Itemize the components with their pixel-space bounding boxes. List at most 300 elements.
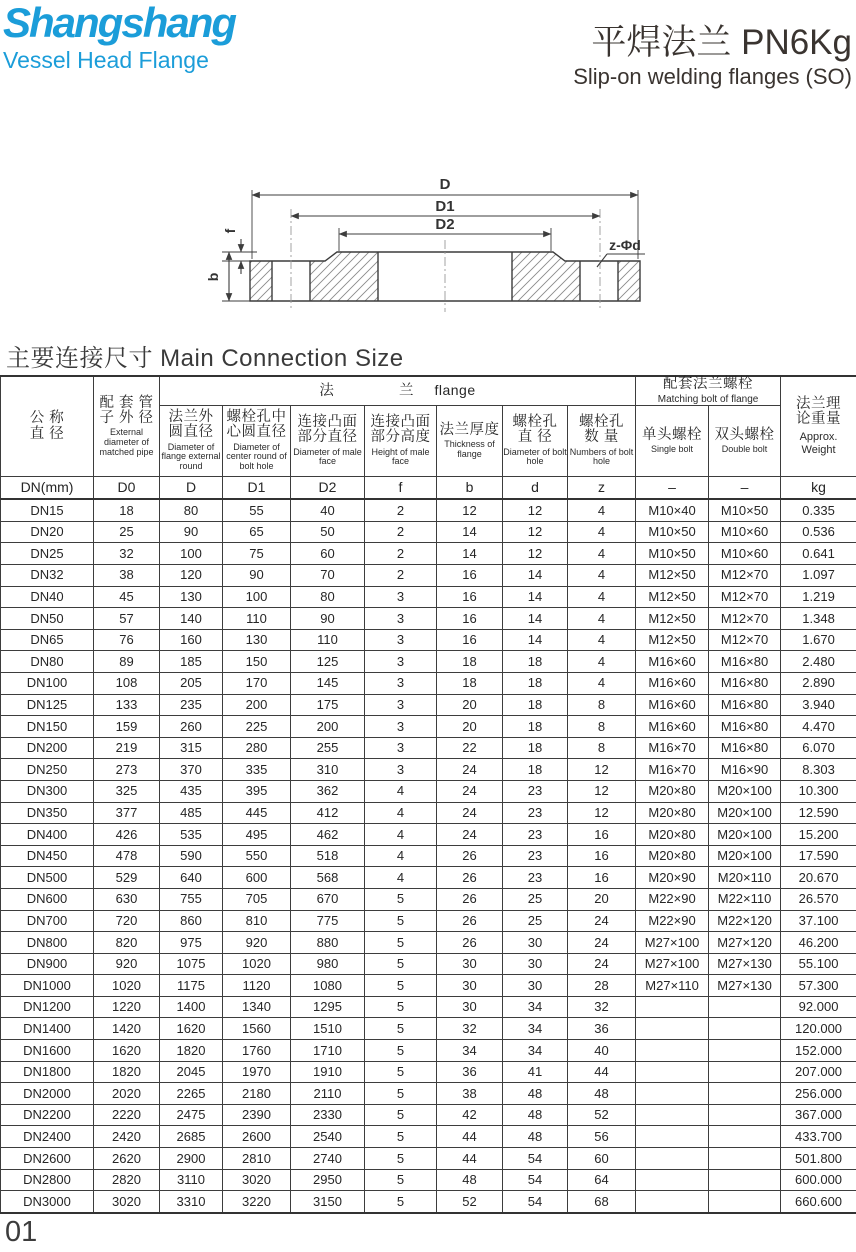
table-cell: 25 bbox=[503, 910, 568, 932]
header-flange-group: 法 兰 flange bbox=[160, 376, 636, 406]
table-cell: 4 bbox=[568, 521, 636, 543]
table-cell: DN32 bbox=[1, 565, 94, 587]
table-cell: 110 bbox=[291, 629, 365, 651]
table-row bbox=[1, 824, 856, 846]
table-cell: 30 bbox=[503, 975, 568, 997]
table-cell: 2265 bbox=[160, 1083, 223, 1105]
table-row bbox=[1, 737, 856, 759]
table-cell: 1075 bbox=[160, 953, 223, 975]
table-cell bbox=[709, 1169, 781, 1191]
table-cell: 1120 bbox=[223, 975, 291, 997]
table-cell: 145 bbox=[291, 672, 365, 694]
table-cell: 130 bbox=[223, 629, 291, 651]
table-row bbox=[1, 1083, 856, 1105]
table-cell: M16×80 bbox=[709, 672, 781, 694]
table-cell: 535 bbox=[160, 824, 223, 846]
table-cell: DN1000 bbox=[1, 975, 94, 997]
table-cell: 24 bbox=[437, 759, 503, 781]
table-cell: 16 bbox=[568, 867, 636, 889]
table-cell: 22 bbox=[437, 737, 503, 759]
table-cell: DN400 bbox=[1, 824, 94, 846]
table-cell: 133 bbox=[94, 694, 160, 716]
table-cell: 280 bbox=[223, 737, 291, 759]
table-cell: 14 bbox=[437, 543, 503, 565]
table-cell: M20×80 bbox=[636, 802, 709, 824]
table-cell: 54 bbox=[503, 1148, 568, 1170]
logo bbox=[3, 2, 323, 72]
header-subcolumn: 连接凸面 部分直径 Diameter of male face bbox=[291, 406, 365, 477]
table-cell: M20×90 bbox=[636, 867, 709, 889]
table-cell: 433.700 bbox=[781, 1126, 856, 1148]
header-subcolumn: 法兰厚度 Thickness of flange bbox=[437, 406, 503, 477]
table-cell: 3110 bbox=[160, 1169, 223, 1191]
table-cell: M27×120 bbox=[709, 932, 781, 954]
table-cell bbox=[636, 1169, 709, 1191]
table-cell: 130 bbox=[160, 586, 223, 608]
table-cell bbox=[709, 1126, 781, 1148]
table-cell: 56 bbox=[568, 1126, 636, 1148]
table-cell: 18 bbox=[437, 672, 503, 694]
table-cell: DN20 bbox=[1, 521, 94, 543]
table-cell: 5 bbox=[365, 1148, 437, 1170]
table-cell: 26 bbox=[437, 910, 503, 932]
table-cell: 54 bbox=[503, 1191, 568, 1213]
table-row bbox=[1, 608, 856, 630]
symbol-cell: kg bbox=[781, 477, 856, 500]
table-cell: 30 bbox=[503, 953, 568, 975]
table-cell: 40 bbox=[568, 1040, 636, 1062]
table-cell: M16×60 bbox=[636, 694, 709, 716]
table-cell: 640 bbox=[160, 867, 223, 889]
header-approx-weight: 法兰理 论重量 Approx. Weight bbox=[781, 376, 856, 477]
table-cell: 26 bbox=[437, 845, 503, 867]
table-row bbox=[1, 802, 856, 824]
table-row bbox=[1, 1148, 856, 1170]
table-cell: 5 bbox=[365, 910, 437, 932]
table-cell: 20 bbox=[568, 888, 636, 910]
table-cell: 478 bbox=[94, 845, 160, 867]
table-cell: 100 bbox=[223, 586, 291, 608]
symbol-cell: D1 bbox=[223, 477, 291, 500]
table-cell: DN2600 bbox=[1, 1148, 94, 1170]
table-cell: DN15 bbox=[1, 499, 94, 521]
table-cell: 60 bbox=[568, 1148, 636, 1170]
table-cell: 3 bbox=[365, 651, 437, 673]
table-cell: 8 bbox=[568, 716, 636, 738]
table-cell: 1710 bbox=[291, 1040, 365, 1062]
table-cell: 255 bbox=[291, 737, 365, 759]
header-matched-pipe-od: 配 套 管 子 外 径 External diameter of matched pipe bbox=[94, 376, 160, 477]
table-cell: 335 bbox=[223, 759, 291, 781]
table-cell: 3.940 bbox=[781, 694, 856, 716]
table-cell: 90 bbox=[223, 565, 291, 587]
table-cell: 1820 bbox=[94, 1061, 160, 1083]
table-cell: M16×70 bbox=[636, 737, 709, 759]
table-cell: 12 bbox=[437, 499, 503, 521]
table-cell: 14 bbox=[437, 521, 503, 543]
table-cell: 50 bbox=[291, 521, 365, 543]
table-cell: 5 bbox=[365, 1126, 437, 1148]
table-cell: 720 bbox=[94, 910, 160, 932]
symbol-cell: z bbox=[568, 477, 636, 500]
table-cell: 2390 bbox=[223, 1104, 291, 1126]
table-cell: 1175 bbox=[160, 975, 223, 997]
table-cell: DN2000 bbox=[1, 1083, 94, 1105]
table-cell: M16×80 bbox=[709, 716, 781, 738]
table-cell: DN200 bbox=[1, 737, 94, 759]
symbol-cell: D bbox=[160, 477, 223, 500]
table-cell: 38 bbox=[94, 565, 160, 587]
table-cell: 17.590 bbox=[781, 845, 856, 867]
table-row bbox=[1, 1104, 856, 1126]
table-cell: 501.800 bbox=[781, 1148, 856, 1170]
table-cell: 30 bbox=[437, 975, 503, 997]
header-subcolumn: 螺栓孔 数 量 Numbers of bolt hole bbox=[568, 406, 636, 477]
table-cell: 435 bbox=[160, 780, 223, 802]
table-cell: M12×50 bbox=[636, 608, 709, 630]
table-cell: DN65 bbox=[1, 629, 94, 651]
table-cell: DN800 bbox=[1, 932, 94, 954]
table-cell: 185 bbox=[160, 651, 223, 673]
table-cell: 5 bbox=[365, 1083, 437, 1105]
table-row bbox=[1, 910, 856, 932]
table-cell: 2475 bbox=[160, 1104, 223, 1126]
table-cell: 30 bbox=[437, 996, 503, 1018]
table-row bbox=[1, 888, 856, 910]
table-row bbox=[1, 543, 856, 565]
table-cell: 45 bbox=[94, 586, 160, 608]
table-cell bbox=[636, 1040, 709, 1062]
table-cell: 90 bbox=[291, 608, 365, 630]
table-cell: 518 bbox=[291, 845, 365, 867]
table-cell: 30 bbox=[437, 953, 503, 975]
table-cell: M10×40 bbox=[636, 499, 709, 521]
table-cell: 23 bbox=[503, 845, 568, 867]
table-cell: 426 bbox=[94, 824, 160, 846]
table-cell: 8.303 bbox=[781, 759, 856, 781]
table-cell: 54 bbox=[503, 1169, 568, 1191]
table-cell: 55.100 bbox=[781, 953, 856, 975]
table-cell: 24 bbox=[568, 910, 636, 932]
table-cell bbox=[636, 1018, 709, 1040]
table-cell: DN900 bbox=[1, 953, 94, 975]
table-cell: 18 bbox=[503, 759, 568, 781]
table-row bbox=[1, 521, 856, 543]
table-cell bbox=[636, 1191, 709, 1213]
table-cell: 705 bbox=[223, 888, 291, 910]
label-b: b bbox=[205, 272, 221, 282]
table-row bbox=[1, 780, 856, 802]
table-cell: 3 bbox=[365, 716, 437, 738]
table-cell: 12 bbox=[503, 499, 568, 521]
table-cell: 23 bbox=[503, 824, 568, 846]
spec-table-body bbox=[1, 499, 856, 1213]
logo-brand-text: Shangshang bbox=[3, 0, 236, 46]
table-cell: 34 bbox=[437, 1040, 503, 1062]
table-cell: 80 bbox=[160, 499, 223, 521]
table-cell: 4 bbox=[568, 651, 636, 673]
table-cell: 32 bbox=[94, 543, 160, 565]
table-cell: 16 bbox=[568, 845, 636, 867]
table-cell: M10×60 bbox=[709, 521, 781, 543]
table-cell: 1560 bbox=[223, 1018, 291, 1040]
table-cell: 140 bbox=[160, 608, 223, 630]
page-title-block bbox=[573, 24, 852, 91]
table-cell: M22×90 bbox=[636, 910, 709, 932]
table-cell: 18 bbox=[437, 651, 503, 673]
main-connection-size-table bbox=[0, 375, 856, 1214]
table-cell: M10×50 bbox=[636, 543, 709, 565]
table-cell: 1295 bbox=[291, 996, 365, 1018]
table-cell: 3220 bbox=[223, 1191, 291, 1213]
symbol-row bbox=[1, 477, 856, 500]
table-cell: 12 bbox=[503, 521, 568, 543]
table-cell: 20 bbox=[437, 716, 503, 738]
table-cell: 55 bbox=[223, 499, 291, 521]
table-cell: 445 bbox=[223, 802, 291, 824]
table-cell: 48 bbox=[503, 1104, 568, 1126]
table-cell: 48 bbox=[437, 1169, 503, 1191]
table-cell: 3150 bbox=[291, 1191, 365, 1213]
table-cell: DN125 bbox=[1, 694, 94, 716]
table-cell: 34 bbox=[503, 1040, 568, 1062]
table-cell: 12 bbox=[568, 802, 636, 824]
table-cell: 1760 bbox=[223, 1040, 291, 1062]
table-cell: 48 bbox=[503, 1126, 568, 1148]
table-row bbox=[1, 867, 856, 889]
table-cell: 16 bbox=[568, 824, 636, 846]
label-D: D bbox=[439, 176, 451, 193]
table-cell: M12×50 bbox=[636, 565, 709, 587]
table-cell: 630 bbox=[94, 888, 160, 910]
table-cell: 12.590 bbox=[781, 802, 856, 824]
table-cell: 2 bbox=[365, 543, 437, 565]
table-cell: 3 bbox=[365, 737, 437, 759]
header-subcolumn: 法兰外 圆直径 Diameter of flange external round bbox=[160, 406, 223, 477]
table-row bbox=[1, 996, 856, 1018]
table-cell: 24 bbox=[437, 780, 503, 802]
table-cell: DN250 bbox=[1, 759, 94, 781]
table-cell: 5 bbox=[365, 888, 437, 910]
table-cell: 80 bbox=[291, 586, 365, 608]
table-cell: 600.000 bbox=[781, 1169, 856, 1191]
table-row bbox=[1, 565, 856, 587]
table-cell bbox=[709, 1018, 781, 1040]
table-cell: 44 bbox=[568, 1061, 636, 1083]
table-cell: 4 bbox=[568, 499, 636, 521]
table-cell: 23 bbox=[503, 802, 568, 824]
table-cell: 395 bbox=[223, 780, 291, 802]
table-cell: 12 bbox=[503, 543, 568, 565]
table-cell: 2600 bbox=[223, 1126, 291, 1148]
table-cell: 980 bbox=[291, 953, 365, 975]
table-cell: M16×60 bbox=[636, 672, 709, 694]
table-cell: 1910 bbox=[291, 1061, 365, 1083]
table-cell bbox=[709, 1148, 781, 1170]
table-cell: 2685 bbox=[160, 1126, 223, 1148]
table-cell: 26.570 bbox=[781, 888, 856, 910]
table-cell: M16×60 bbox=[636, 651, 709, 673]
table-cell: 462 bbox=[291, 824, 365, 846]
table-cell: DN450 bbox=[1, 845, 94, 867]
table-cell: M12×50 bbox=[636, 586, 709, 608]
table-cell: 70 bbox=[291, 565, 365, 587]
table-cell: M16×60 bbox=[636, 716, 709, 738]
table-cell bbox=[636, 1104, 709, 1126]
table-cell: 207.000 bbox=[781, 1061, 856, 1083]
table-row bbox=[1, 845, 856, 867]
table-cell: 14 bbox=[503, 586, 568, 608]
table-cell: 1220 bbox=[94, 996, 160, 1018]
table-row bbox=[1, 953, 856, 975]
table-cell: 37.100 bbox=[781, 910, 856, 932]
table-cell: 16 bbox=[437, 586, 503, 608]
table-cell: 370 bbox=[160, 759, 223, 781]
table-cell: 48 bbox=[568, 1083, 636, 1105]
table-cell: 1620 bbox=[160, 1018, 223, 1040]
table-cell: DN1200 bbox=[1, 996, 94, 1018]
table-cell: 1.670 bbox=[781, 629, 856, 651]
table-cell: 160 bbox=[160, 629, 223, 651]
table-cell: 2 bbox=[365, 565, 437, 587]
symbol-cell: f bbox=[365, 477, 437, 500]
table-cell: 2.890 bbox=[781, 672, 856, 694]
table-cell: 225 bbox=[223, 716, 291, 738]
table-cell: 0.335 bbox=[781, 499, 856, 521]
table-cell: 89 bbox=[94, 651, 160, 673]
table-cell: 34 bbox=[503, 996, 568, 1018]
table-cell: 57 bbox=[94, 608, 160, 630]
table-cell: 24 bbox=[437, 824, 503, 846]
table-cell: 325 bbox=[94, 780, 160, 802]
header-subcolumn: 双头螺栓 Double bolt bbox=[709, 406, 781, 477]
table-cell: 120 bbox=[160, 565, 223, 587]
table-cell: 12 bbox=[568, 759, 636, 781]
table-row bbox=[1, 716, 856, 738]
table-cell: 76 bbox=[94, 629, 160, 651]
table-cell: M20×100 bbox=[709, 802, 781, 824]
table-cell: 5 bbox=[365, 1191, 437, 1213]
table-cell: 256.000 bbox=[781, 1083, 856, 1105]
table-cell: DN2200 bbox=[1, 1104, 94, 1126]
table-cell: M27×130 bbox=[709, 953, 781, 975]
table-cell: 975 bbox=[160, 932, 223, 954]
table-cell: 5 bbox=[365, 975, 437, 997]
table-cell: M22×90 bbox=[636, 888, 709, 910]
table-cell: 170 bbox=[223, 672, 291, 694]
table-row bbox=[1, 932, 856, 954]
table-cell: DN50 bbox=[1, 608, 94, 630]
table-cell: 1400 bbox=[160, 996, 223, 1018]
table-cell: 5 bbox=[365, 996, 437, 1018]
table-row bbox=[1, 586, 856, 608]
table-cell: M12×70 bbox=[709, 608, 781, 630]
table-row bbox=[1, 759, 856, 781]
table-cell: 60 bbox=[291, 543, 365, 565]
table-cell: 310 bbox=[291, 759, 365, 781]
symbol-cell: d bbox=[503, 477, 568, 500]
table-cell: 5 bbox=[365, 1018, 437, 1040]
table-cell: DN350 bbox=[1, 802, 94, 824]
header-subcolumn: 螺栓孔 直 径 Diameter of bolt hole bbox=[503, 406, 568, 477]
table-cell bbox=[709, 1061, 781, 1083]
symbol-cell: D0 bbox=[94, 477, 160, 500]
table-cell: 34 bbox=[503, 1018, 568, 1040]
table-cell: 550 bbox=[223, 845, 291, 867]
table-cell: 3 bbox=[365, 672, 437, 694]
table-cell: DN700 bbox=[1, 910, 94, 932]
table-cell: 5 bbox=[365, 1040, 437, 1062]
table-cell: 15.200 bbox=[781, 824, 856, 846]
table-cell: 16 bbox=[437, 565, 503, 587]
table-cell: 590 bbox=[160, 845, 223, 867]
table-cell: 820 bbox=[94, 932, 160, 954]
table-cell bbox=[636, 1148, 709, 1170]
table-cell: 377 bbox=[94, 802, 160, 824]
table-cell: M20×80 bbox=[636, 824, 709, 846]
table-cell: M16×70 bbox=[636, 759, 709, 781]
table-cell: 0.536 bbox=[781, 521, 856, 543]
table-cell: 3 bbox=[365, 759, 437, 781]
table-cell: 14 bbox=[503, 629, 568, 651]
table-cell: 48 bbox=[503, 1083, 568, 1105]
table-cell: 4 bbox=[365, 802, 437, 824]
table-cell: 26 bbox=[437, 888, 503, 910]
table-cell: DN100 bbox=[1, 672, 94, 694]
table-cell: M22×110 bbox=[709, 888, 781, 910]
table-row bbox=[1, 1126, 856, 1148]
table-cell: 3 bbox=[365, 694, 437, 716]
table-row bbox=[1, 1191, 856, 1213]
page-subtitle: Slip-on welding flanges (SO) bbox=[573, 63, 852, 89]
table-cell: 10.300 bbox=[781, 780, 856, 802]
table-cell: 92.000 bbox=[781, 996, 856, 1018]
table-cell: 26 bbox=[437, 932, 503, 954]
table-cell: 3020 bbox=[223, 1169, 291, 1191]
table-row bbox=[1, 1169, 856, 1191]
table-cell: DN300 bbox=[1, 780, 94, 802]
table-row bbox=[1, 1018, 856, 1040]
table-cell: 1420 bbox=[94, 1018, 160, 1040]
table-cell: 4 bbox=[365, 780, 437, 802]
table-cell: M12×70 bbox=[709, 586, 781, 608]
table-cell: 2420 bbox=[94, 1126, 160, 1148]
table-cell: 4.470 bbox=[781, 716, 856, 738]
table-cell: 0.641 bbox=[781, 543, 856, 565]
table-cell: 32 bbox=[437, 1018, 503, 1040]
table-cell: 14 bbox=[503, 608, 568, 630]
table-cell: 28 bbox=[568, 975, 636, 997]
table-cell: 18 bbox=[503, 651, 568, 673]
table-cell: 367.000 bbox=[781, 1104, 856, 1126]
symbol-cell: b bbox=[437, 477, 503, 500]
table-cell: 23 bbox=[503, 780, 568, 802]
label-D2: D2 bbox=[435, 216, 455, 233]
table-cell: 65 bbox=[223, 521, 291, 543]
table-cell: 2 bbox=[365, 521, 437, 543]
table-cell: 4 bbox=[568, 629, 636, 651]
table-cell: 2045 bbox=[160, 1061, 223, 1083]
table-cell bbox=[709, 1191, 781, 1213]
table-cell: 16 bbox=[437, 629, 503, 651]
table-cell: DN3000 bbox=[1, 1191, 94, 1213]
table-cell: 14 bbox=[503, 565, 568, 587]
table-cell: M12×70 bbox=[709, 565, 781, 587]
table-cell: 41 bbox=[503, 1061, 568, 1083]
table-cell: 2740 bbox=[291, 1148, 365, 1170]
table-cell: M10×50 bbox=[709, 499, 781, 521]
table-cell: M20×100 bbox=[709, 780, 781, 802]
